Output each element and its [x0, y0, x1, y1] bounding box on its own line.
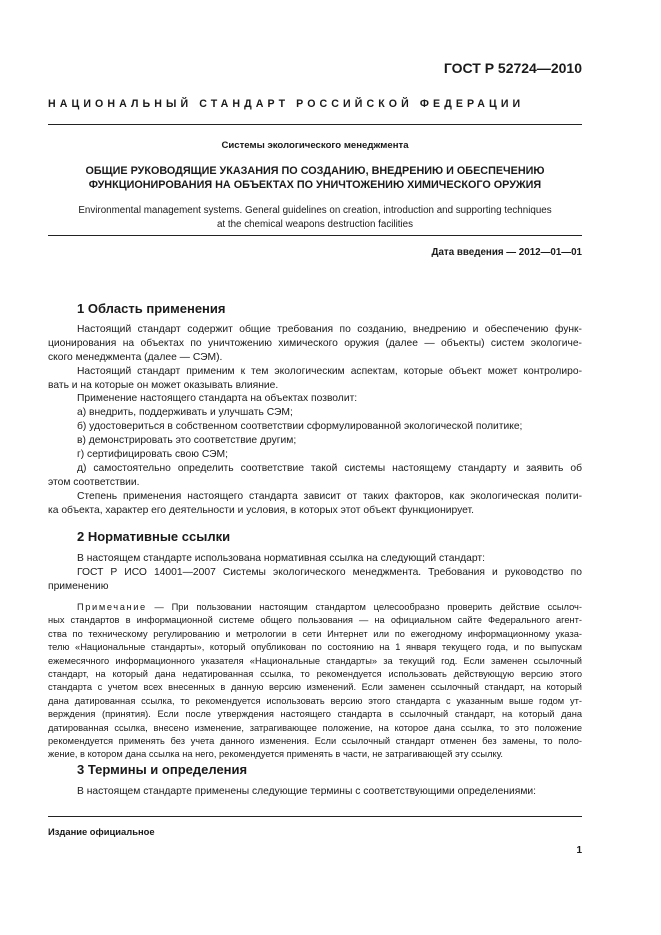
text-line: Применение настоящего стандарта на объектах позволит: [77, 393, 358, 404]
english-title-line: at the chemical weapons destruction facilities [216, 218, 414, 230]
note-line: телю «Национальные стандарты», который опубликован по состоянию на 1 января текущего года, и по выпускам [48, 642, 582, 653]
section-3-title: 3 Термины и определения [77, 762, 248, 777]
section-2-paragraph [48, 552, 582, 566]
national-standard-heading: НАЦИОНАЛЬНЫЙ СТАНДАРТ РОССИЙСКОЙ ФЕДЕРАЦИИ [48, 98, 525, 110]
note-line: ежемесячного информационного указателя «Национальные стандарты» за текущий год. Если заменен ссылочный [48, 655, 582, 666]
note-line: ных стандартов в информационной системе общего пользования — на официальном сайте Федерального агент- [48, 615, 582, 626]
note-line: датированная ссылка, внесено изменение, затрагивающее положение, на которое дана ссылка, то это положение [48, 722, 582, 733]
section-1-paragraph [48, 365, 582, 393]
note-line: верждения (принятия). Если после утверждения настоящего стандарта в ссылочный стандарт, на который дана [48, 709, 582, 720]
page-number: 1 [576, 845, 582, 856]
note-line: ства по техническому регулированию и метрологии в сети Интернет или по ежегодному информационному указа- [48, 628, 582, 639]
text-line: вать и на которые он может оказывать влияние. [48, 380, 279, 392]
section-2-title: 2 Нормативные ссылки [77, 529, 231, 544]
section-2-reference [48, 566, 582, 594]
list-item: б) удостовериться в собственном соответствии сформулированной экологической политике; [77, 421, 523, 433]
text-line: этом соответствии. [48, 477, 140, 489]
text-line: ционирования на объектах по уничтожению химического оружия (далее — объекты) систем экологиче- [48, 338, 582, 350]
section-1-paragraph [48, 323, 582, 365]
section-1-title: 1 Область применения [77, 301, 226, 316]
text-line: ГОСТ Р ИСО 14001—2007 Системы экологического менеджмента. Требования и руководство по [77, 567, 582, 578]
note-line: стандарта с учетом всех внесенных в данную версию изменений. Если заменен ссылочный стандарт, на который [48, 682, 582, 693]
text-line: д) самостоятельно определить соответствие такой системы настоящему стандарту и заявить об [77, 463, 582, 474]
note-line: рекомендуется применять без учета данного изменения. Если ссылочный стандарт отменен без замены, то поло- [48, 736, 582, 747]
text-line: применению [48, 581, 109, 593]
note-line: жение, в котором дана ссылка на него, рекомендуется применять в части, не затрагивающей эту ссылку. [48, 749, 504, 760]
main-title-line: ОБЩИЕ РУКОВОДЯЩИЕ УКАЗАНИЯ ПО СОЗДАНИЮ, ВНЕДРЕНИЮ И ОБЕСПЕЧЕНИЮ [85, 165, 545, 177]
system-title: Системы экологического менеджмента [221, 140, 409, 151]
english-title [48, 204, 582, 231]
section-1-list-item-d [48, 462, 582, 490]
text-line: ка объекта, характер его деятельности и условия, в которых этот объект функционирует. [48, 505, 474, 517]
list-item: г) сертифицировать свою СЭМ; [77, 449, 228, 461]
note-text: — При пользовании настоящим стандартом целесообразно проверить действие ссылоч- [146, 602, 582, 612]
note-line: стандарт, на который дана недатированная ссылка, то рекомендуется использовать действующую версию этого [48, 669, 582, 680]
main-title [60, 164, 570, 192]
official-edition-label: Издание официальное [48, 826, 155, 837]
section-3-paragraph [48, 785, 582, 799]
note-first-line [48, 601, 582, 614]
title-rule [48, 235, 582, 236]
text-line: В настоящем стандарте применены следующие термины с соответствующими определениями: [77, 786, 537, 797]
text-line: Настоящий стандарт содержит общие требования по созданию, внедрению и обеспечению функ- [77, 324, 582, 335]
note-label: Примечание [77, 602, 147, 612]
footer-rule [48, 816, 582, 817]
section-1-paragraph [48, 392, 582, 406]
text-line: Настоящий стандарт применим к тем экологическим аспектам, которые объект может контролиро- [77, 366, 582, 377]
text-line: ского менеджмента (далее — СЭМ). [48, 352, 223, 364]
standard-number: ГОСТ Р 52724—2010 [443, 60, 582, 76]
list-item: а) внедрить, поддерживать и улучшать СЭМ; [77, 407, 293, 418]
section-1-list [48, 406, 582, 462]
introduction-date: Дата введения — 2012—01—01 [431, 247, 582, 258]
header-rule [48, 124, 582, 125]
section-2-note [48, 601, 582, 762]
main-title-line: ФУНКЦИОНИРОВАНИЯ НА ОБЪЕКТАХ ПО УНИЧТОЖЕНИЮ ХИМИЧЕСКОГО ОРУЖИЯ [88, 179, 542, 191]
section-1-paragraph [48, 490, 582, 518]
text-line: Степень применения настоящего стандарта зависит от таких факторов, как экологическая полити- [77, 491, 582, 502]
list-item: в) демонстрировать это соответствие другим; [77, 435, 297, 447]
text-line: В настоящем стандарте использована нормативная ссылка на следующий стандарт: [77, 553, 485, 564]
note-line: дана датированная ссылка, то рекомендуется использовать версию этого стандарта с указанным выше годом ут- [48, 695, 582, 706]
english-title-line: Environmental management systems. General guidelines on creation, introduction and supporting techniques [78, 205, 552, 216]
